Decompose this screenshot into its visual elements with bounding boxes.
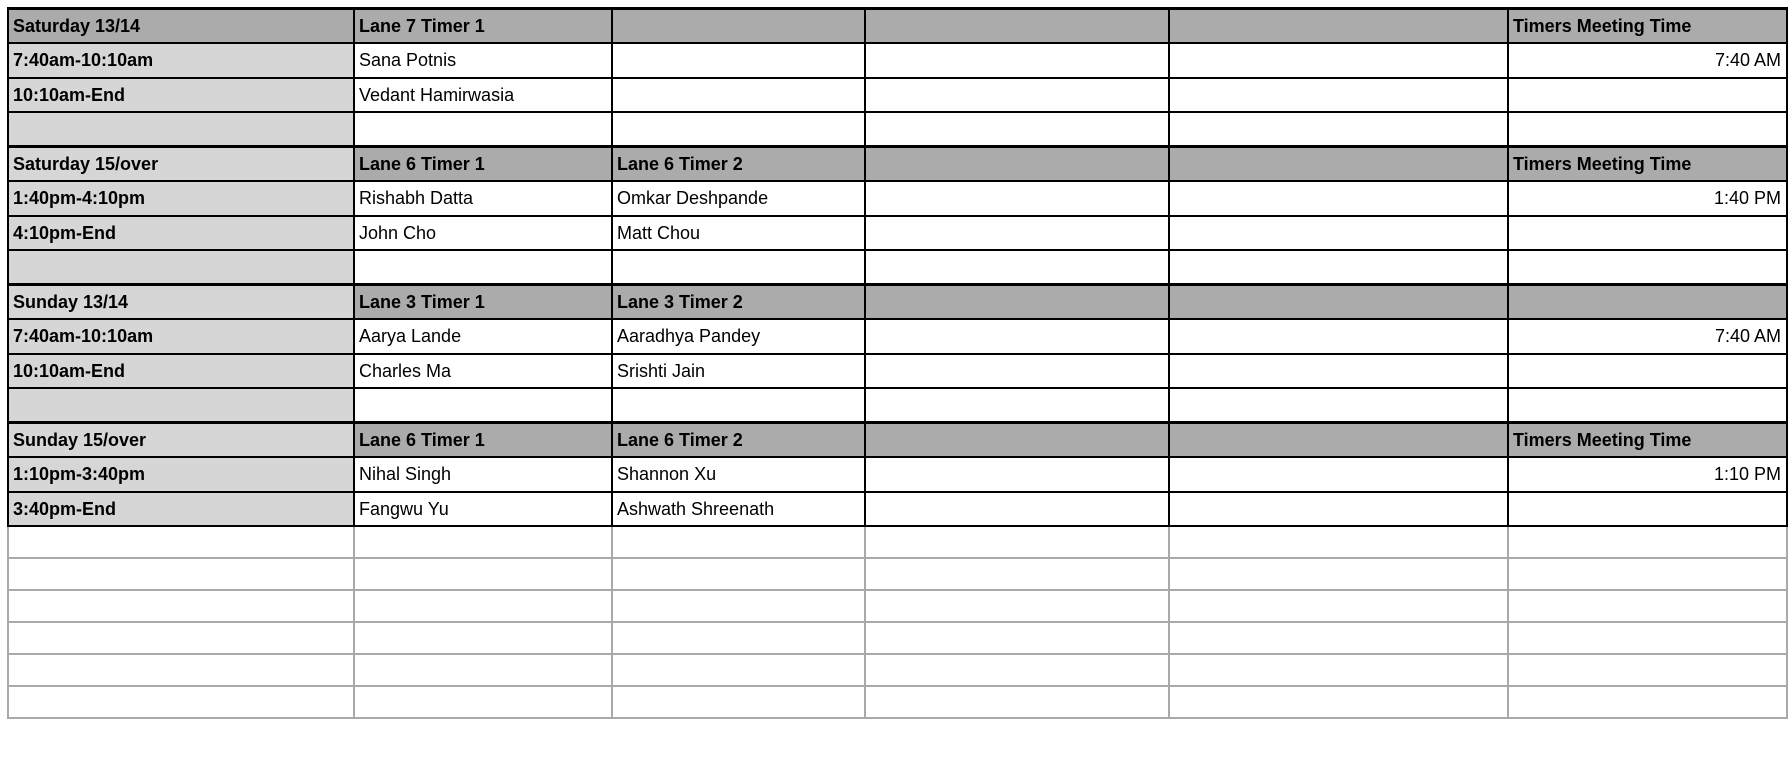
empty-cell[interactable] [8,526,354,558]
empty-cell[interactable] [612,654,865,686]
empty-cell[interactable] [1169,354,1508,389]
empty-cell[interactable] [1169,181,1508,216]
empty-cell[interactable] [8,686,354,718]
section-title-cell[interactable]: Saturday 15/over [8,147,354,182]
empty-cell[interactable] [354,654,612,686]
empty-cell[interactable] [612,78,865,113]
empty-cell[interactable] [1169,492,1508,527]
meeting-time-cell[interactable]: 1:10 PM [1508,457,1787,492]
empty-cell[interactable] [865,590,1169,622]
time-range-cell[interactable]: 10:10am-End [8,354,354,389]
empty-cell[interactable] [865,285,1169,320]
column-header-cell[interactable]: Lane 6 Timer 2 [612,423,865,458]
empty-cell[interactable] [1169,319,1508,354]
empty-cell[interactable] [1508,654,1787,686]
empty-cell[interactable] [865,526,1169,558]
empty-cell[interactable] [865,78,1169,113]
empty-cell[interactable] [8,112,354,147]
column-header-cell[interactable]: Lane 6 Timer 2 [612,147,865,182]
empty-cell[interactable] [1169,9,1508,44]
table-row [8,181,1787,216]
empty-cell[interactable] [1508,492,1787,527]
time-range-cell[interactable]: 10:10am-End [8,78,354,113]
empty-cell[interactable] [1169,112,1508,147]
empty-cell[interactable] [1508,354,1787,389]
timer-name-cell[interactable]: Charles Ma [354,354,612,389]
timer-name-cell[interactable]: Vedant Hamirwasia [354,78,612,113]
table-row [8,686,1787,718]
empty-cell[interactable] [8,590,354,622]
empty-cell[interactable] [1508,590,1787,622]
timer-name-cell[interactable]: Fangwu Yu [354,492,612,527]
empty-cell[interactable] [1169,457,1508,492]
empty-cell[interactable] [1169,43,1508,78]
section-title-cell[interactable]: Sunday 13/14 [8,285,354,320]
column-header-cell[interactable]: Lane 6 Timer 1 [354,423,612,458]
empty-cell[interactable] [8,250,354,285]
table-row [8,622,1787,654]
empty-cell[interactable] [1508,686,1787,718]
empty-cell[interactable] [612,622,865,654]
empty-cell[interactable] [865,43,1169,78]
column-header-cell[interactable]: Timers Meeting Time [1508,147,1787,182]
empty-cell[interactable] [865,558,1169,590]
timer-name-cell[interactable]: Omkar Deshpande [612,181,865,216]
empty-cell[interactable] [1169,423,1508,458]
empty-cell[interactable] [1169,216,1508,251]
table-row [8,9,1787,44]
empty-cell[interactable] [1169,686,1508,718]
empty-cell[interactable] [612,558,865,590]
empty-cell[interactable] [1169,590,1508,622]
empty-cell[interactable] [865,216,1169,251]
meeting-time-cell[interactable]: 1:40 PM [1508,181,1787,216]
timer-schedule-body [8,9,1787,719]
empty-cell[interactable] [612,250,865,285]
empty-cell[interactable] [865,181,1169,216]
table-row [8,285,1787,320]
empty-cell[interactable] [612,9,865,44]
empty-cell[interactable] [1169,526,1508,558]
time-range-cell[interactable]: 7:40am-10:10am [8,43,354,78]
empty-cell[interactable] [865,686,1169,718]
table-row [8,147,1787,182]
timer-name-cell[interactable]: Srishti Jain [612,354,865,389]
table-row [8,526,1787,558]
empty-cell[interactable] [612,526,865,558]
empty-cell[interactable] [1508,526,1787,558]
empty-cell[interactable] [865,492,1169,527]
table-row [8,457,1787,492]
meeting-time-cell[interactable]: 7:40 AM [1508,43,1787,78]
empty-cell[interactable] [1508,622,1787,654]
empty-cell[interactable] [612,590,865,622]
empty-cell[interactable] [1508,388,1787,423]
empty-cell[interactable] [612,686,865,718]
empty-cell[interactable] [1508,216,1787,251]
table-row [8,78,1787,113]
column-header-cell[interactable]: Lane 3 Timer 1 [354,285,612,320]
empty-cell[interactable] [1169,250,1508,285]
empty-cell[interactable] [8,622,354,654]
empty-cell[interactable] [865,457,1169,492]
empty-cell[interactable] [8,388,354,423]
table-row [8,112,1787,147]
empty-cell[interactable] [1508,558,1787,590]
time-range-cell[interactable]: 1:10pm-3:40pm [8,457,354,492]
meeting-time-cell[interactable]: 7:40 AM [1508,319,1787,354]
table-row [8,388,1787,423]
empty-cell[interactable] [1508,285,1787,320]
column-header-cell[interactable]: Lane 7 Timer 1 [354,9,612,44]
empty-cell[interactable] [865,388,1169,423]
empty-cell[interactable] [1169,285,1508,320]
timer-name-cell[interactable]: Nihal Singh [354,457,612,492]
empty-cell[interactable] [865,112,1169,147]
column-header-cell[interactable]: Lane 3 Timer 2 [612,285,865,320]
table-row [8,250,1787,285]
table-row [8,492,1787,527]
table-row [8,354,1787,389]
empty-cell[interactable] [8,558,354,590]
empty-cell[interactable] [354,526,612,558]
empty-cell[interactable] [1508,78,1787,113]
empty-cell[interactable] [1169,654,1508,686]
timer-name-cell[interactable]: Rishabh Datta [354,181,612,216]
timer-name-cell[interactable]: Shannon Xu [612,457,865,492]
empty-cell[interactable] [354,558,612,590]
timer-schedule-table [7,7,1788,719]
empty-cell[interactable] [865,423,1169,458]
empty-cell[interactable] [865,147,1169,182]
time-range-cell[interactable]: 3:40pm-End [8,492,354,527]
time-range-cell[interactable]: 4:10pm-End [8,216,354,251]
section-title-cell[interactable]: Saturday 13/14 [8,9,354,44]
empty-cell[interactable] [354,686,612,718]
empty-cell[interactable] [1508,112,1787,147]
empty-cell[interactable] [1169,622,1508,654]
column-header-cell[interactable]: Timers Meeting Time [1508,9,1787,44]
timer-name-cell[interactable]: Ashwath Shreenath [612,492,865,527]
empty-cell[interactable] [612,43,865,78]
empty-cell[interactable] [1169,78,1508,113]
column-header-cell[interactable]: Timers Meeting Time [1508,423,1787,458]
empty-cell[interactable] [8,654,354,686]
empty-cell[interactable] [354,622,612,654]
empty-cell[interactable] [865,250,1169,285]
column-header-cell[interactable]: Lane 6 Timer 1 [354,147,612,182]
empty-cell[interactable] [1169,558,1508,590]
section-title-cell[interactable]: Sunday 15/over [8,423,354,458]
empty-cell[interactable] [354,388,612,423]
table-row [8,319,1787,354]
table-row [8,43,1787,78]
table-row [8,654,1787,686]
timer-name-cell[interactable]: Aaradhya Pandey [612,319,865,354]
table-row [8,423,1787,458]
table-row [8,590,1787,622]
empty-cell[interactable] [612,112,865,147]
empty-cell[interactable] [865,9,1169,44]
timer-name-cell[interactable]: Sana Potnis [354,43,612,78]
time-range-cell[interactable]: 1:40pm-4:10pm [8,181,354,216]
table-row [8,558,1787,590]
timer-name-cell[interactable]: John Cho [354,216,612,251]
empty-cell[interactable] [1169,388,1508,423]
empty-cell[interactable] [865,354,1169,389]
empty-cell[interactable] [354,112,612,147]
empty-cell[interactable] [354,250,612,285]
table-row [8,216,1787,251]
empty-cell[interactable] [865,654,1169,686]
empty-cell[interactable] [1169,147,1508,182]
time-range-cell[interactable]: 7:40am-10:10am [8,319,354,354]
empty-cell[interactable] [1508,250,1787,285]
empty-cell[interactable] [865,319,1169,354]
empty-cell[interactable] [354,590,612,622]
timer-name-cell[interactable]: Matt Chou [612,216,865,251]
empty-cell[interactable] [612,388,865,423]
timer-name-cell[interactable]: Aarya Lande [354,319,612,354]
empty-cell[interactable] [865,622,1169,654]
